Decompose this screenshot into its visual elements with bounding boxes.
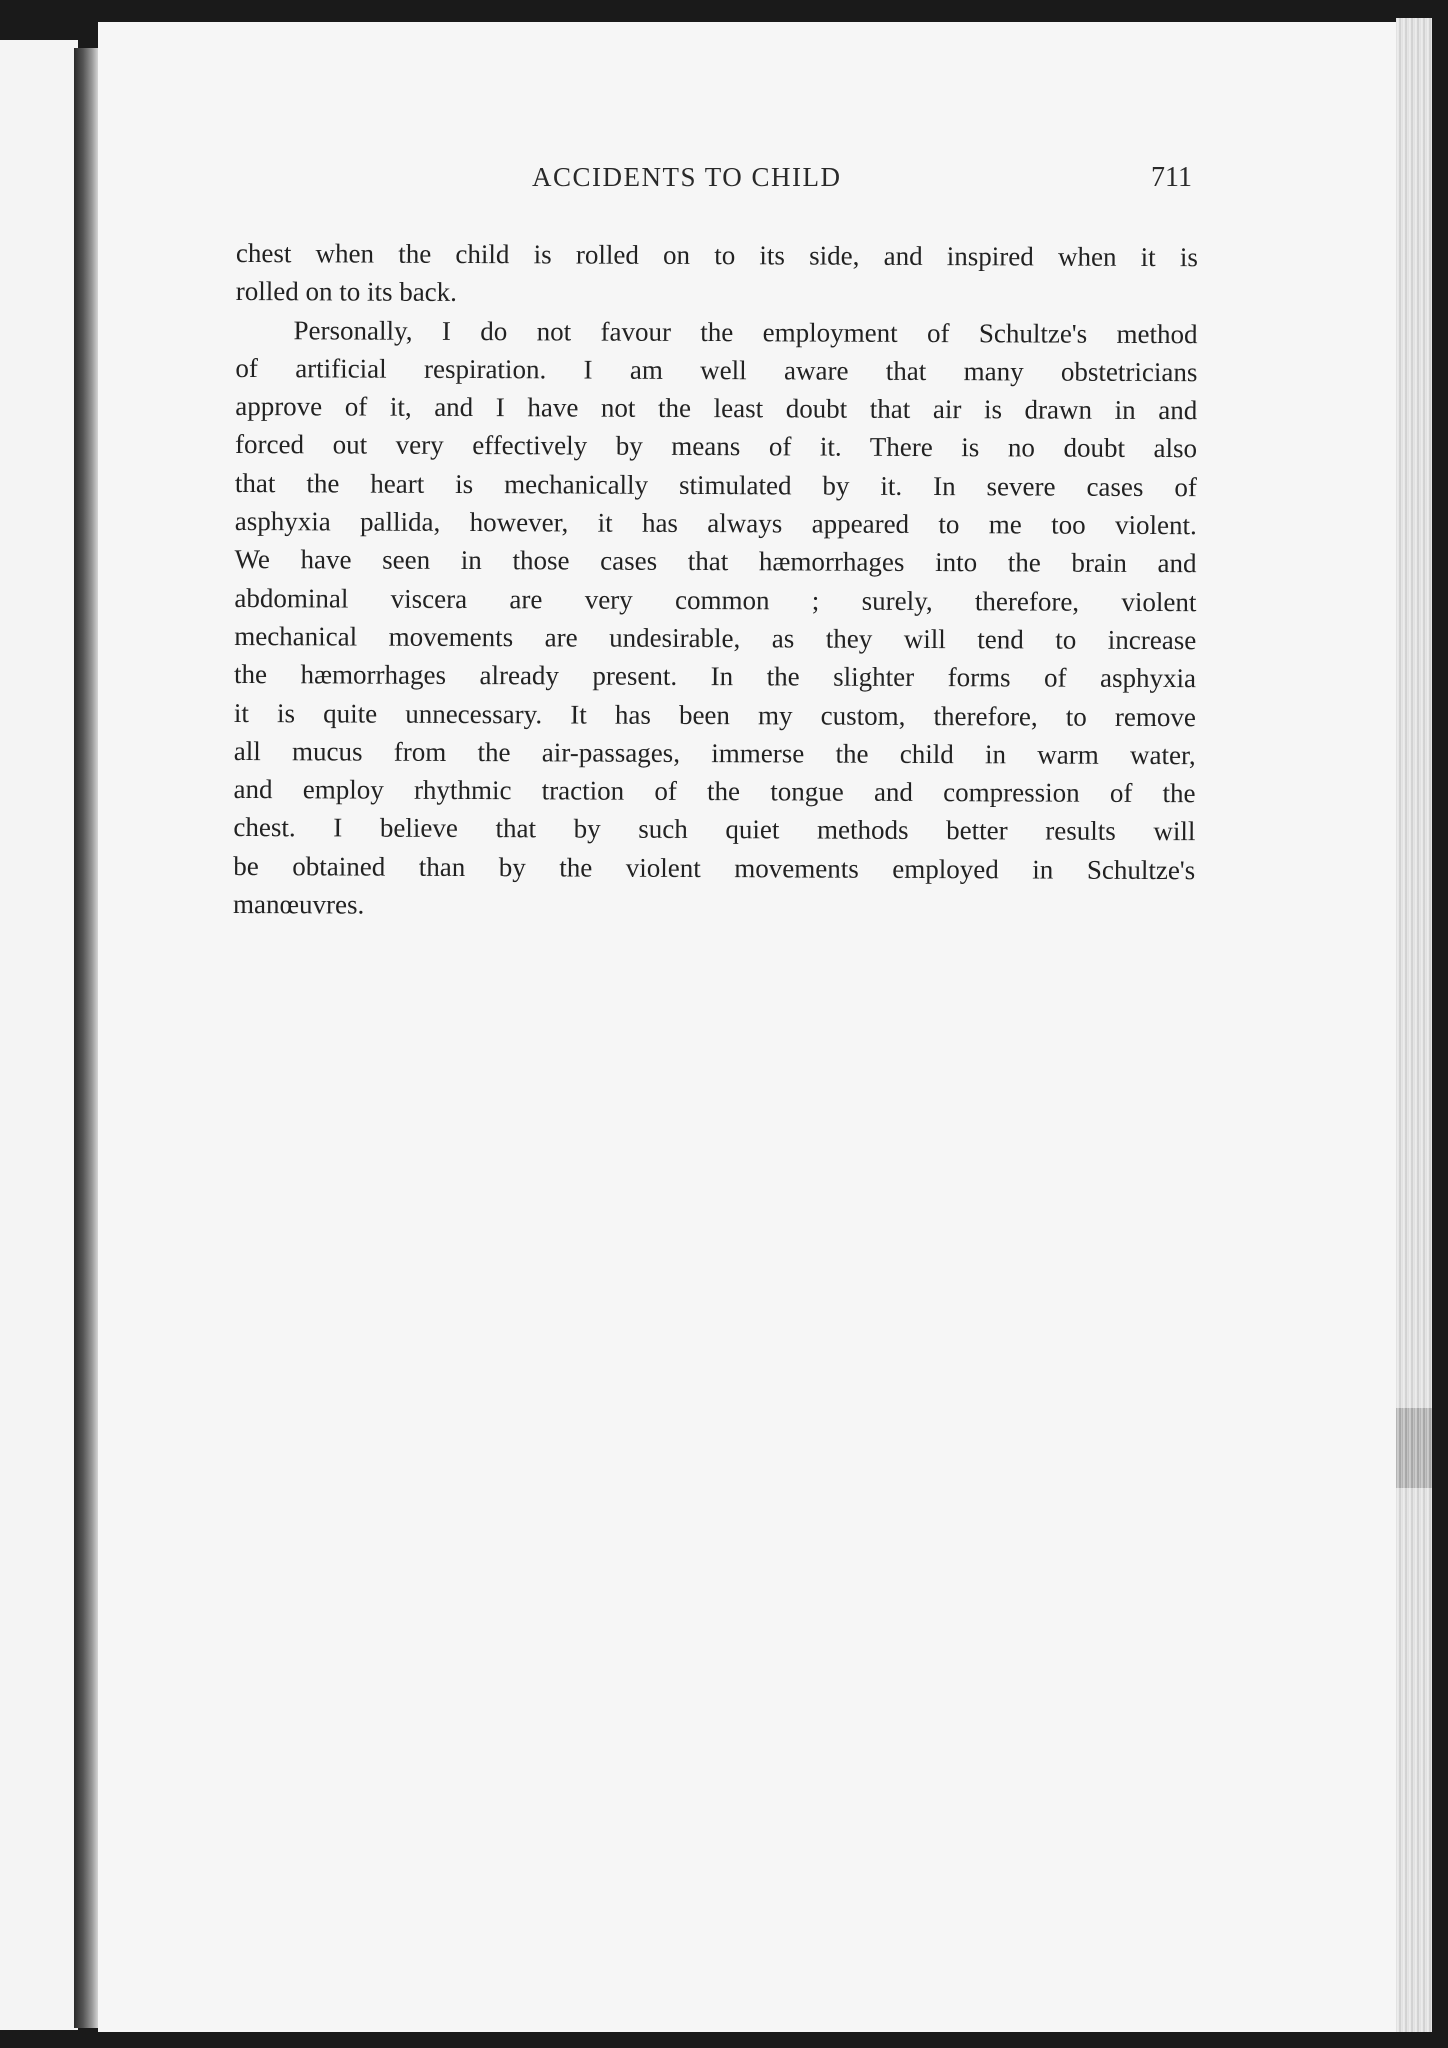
- running-head: [236, 162, 1192, 202]
- book-gutter: [74, 48, 100, 2028]
- body-text: [233, 234, 1198, 928]
- text-line: that the heart is mechanically stimulated by it. In severe cases of: [234, 467, 1197, 502]
- page-number: 711: [1151, 162, 1192, 193]
- text-line: asphyxia pallida, however, it has always appeared to me too violent.: [234, 506, 1197, 541]
- text-line: and employ rhythmic traction of the tongue and compression of the: [233, 774, 1196, 809]
- text-line: Personally, I do not favour the employment of Schultze's method: [293, 314, 1198, 349]
- text-line: of artificial respiration. I am well aware that many obstetricians: [235, 352, 1198, 388]
- text-line: approve of it, and I have not the least doubt that air is drawn in and: [235, 391, 1198, 426]
- text-line: rolled on to its back.: [235, 276, 458, 308]
- text-line: We have seen in those cases that hæmorrhages into the brain and: [234, 544, 1197, 579]
- page-edges: [1396, 18, 1432, 2032]
- text-line: all mucus from the air-passages, immerse the child in warm water,: [233, 735, 1196, 771]
- text-line: chest when the child is rolled on to its side, and inspired when it is: [235, 237, 1198, 273]
- text-line: be obtained than by the violent movements employed in Schultze's: [233, 850, 1196, 885]
- text-line: forced out very effectively by means of it. There is no doubt also: [235, 429, 1198, 464]
- text-line: it is quite unnecessary. It has been my custom, therefore, to remove: [233, 697, 1196, 732]
- running-title: ACCIDENTS TO CHILD: [532, 162, 842, 192]
- text-line: manœuvres.: [233, 889, 365, 920]
- text-line: abdominal viscera are very common ; surely, therefore, violent: [234, 582, 1197, 617]
- text-line: the hæmorrhages already present. In the slighter forms of asphyxia: [234, 659, 1197, 694]
- text-line: mechanical movements are undesirable, as they will tend to increase: [234, 620, 1197, 656]
- text-line: chest. I believe that by such quiet methods better results will: [233, 812, 1196, 847]
- facing-page-edge: [0, 40, 78, 2030]
